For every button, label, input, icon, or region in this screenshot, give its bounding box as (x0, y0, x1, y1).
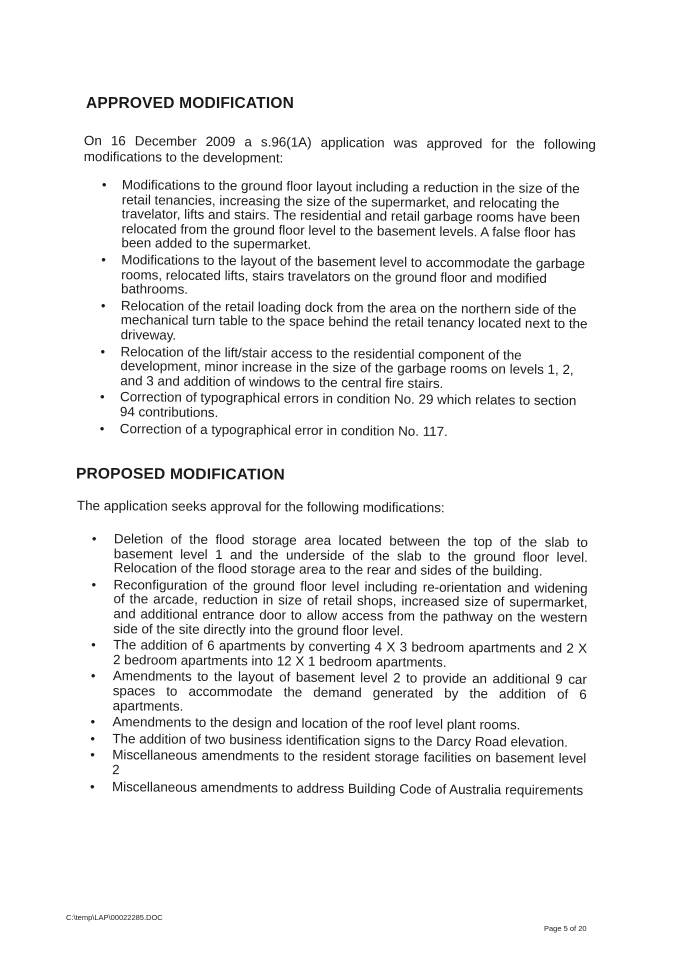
list-item (89, 638, 587, 671)
list-item-text: Correction of typographical errors in condition No. 29 which relates to section 94 contributions. (119, 389, 577, 420)
list-item-text: Amendments to the layout of basement level 2 to provide an additional 9 car spaces to accommodate the demand generated by the addition of 6 apartments. (112, 668, 587, 714)
bullet-icon: • (89, 778, 95, 794)
bullet-icon: • (99, 420, 105, 436)
list-item (99, 299, 589, 347)
list-item-text: Relocation of the lift/stair access to the residential component of the development, minor increase in the size of the garbage rooms on levels 1, 2, and 3 and addition of windows to the central fire stairs. (120, 343, 574, 391)
list-item-text: Miscellaneous amendments to address Building Code of Australia requirements (111, 778, 584, 798)
list-item (89, 669, 587, 717)
list-item-text: Reconfiguration of the ground floor level including re-orientation and widening of the arcade, reduction in size of retail shops, increased size of supermarket, and additional entrance door to allow access from the pathway on the western side of the site directly into the ground floor level. (113, 576, 588, 639)
bullet-icon: • (90, 747, 95, 763)
bullet-icon: • (91, 637, 96, 653)
bullet-icon: • (90, 668, 96, 684)
list-item (98, 345, 588, 393)
list-item-text: Modifications to the layout of the basement level to accommodate the garbage rooms, relocated lifts, stairs travelators on the ground floor and modified bathrooms. (120, 252, 586, 297)
bullet-icon: • (101, 177, 107, 193)
footer-file-path: C:\temp\LAP\00022285.DOC (66, 913, 163, 922)
list-item-text: Amendments to the design and location of the roof level plant rooms. (112, 714, 521, 733)
list-item-text: Deletion of the flood storage area located between the top of the slab to basement level 1 and the underside of the slab to the ground floor level. Relocation of the flood storage area to the rear and sides of the building. (113, 531, 588, 579)
approved-modification-list (98, 178, 590, 442)
list-item-text: The addition of two business identification signs to the Darcy Road elevation. (112, 730, 568, 750)
list-item-text: Miscellaneous amendments to the resident storage facilities on basement level 2 (112, 747, 587, 778)
approved-modification-heading: APPROVED MODIFICATION (86, 95, 295, 112)
proposed-modification-intro: The application seeks approval for the following modifications: (76, 498, 445, 516)
bullet-icon: • (91, 576, 97, 592)
list-item-text: Correction of a typographical error in condition No. 117. (119, 420, 448, 439)
bullet-icon: • (101, 251, 106, 268)
list-item (98, 421, 588, 440)
footer-page-number: Page 5 of 20 (544, 924, 587, 933)
bullet-icon: • (91, 531, 97, 547)
bullet-icon: • (100, 389, 105, 405)
list-item-text: Modifications to the ground floor layout including a reduction in the size of the retail tenancies, increasing the size of the supermarket, and relocating the travelator, lifts and stairs. The residential and retail garbage rooms have been relocated from the ground floor level to the basement levels. A false floor has been added to the supermarket. (121, 177, 581, 253)
list-item (89, 578, 587, 640)
proposed-modification-list (88, 532, 588, 800)
list-item-text: The addition of 6 apartments by converting 4 X 3 bedroom apartments and 2 X 2 bedroom apartments into 12 X 1 bedroom apartments. (112, 637, 588, 670)
list-item (98, 390, 588, 423)
approved-modification-intro: On 16 December 2009 a s.96(1A) application was approved for the following modifications to the development: (83, 133, 596, 166)
list-item (90, 532, 588, 580)
list-item (99, 178, 590, 255)
bullet-icon: • (90, 714, 96, 730)
bullet-icon: • (100, 343, 106, 359)
bullet-icon: • (90, 730, 96, 746)
bullet-icon: • (100, 297, 106, 313)
list-item (88, 748, 586, 781)
list-item (88, 779, 586, 798)
list-item-text: Relocation of the retail loading dock from the area on the northern side of the mechanical turn table to the space behind the retail tenancy located next to the driveway. (120, 297, 588, 343)
proposed-modification-heading: PROPOSED MODIFICATION (75, 465, 285, 484)
list-item (99, 253, 589, 301)
